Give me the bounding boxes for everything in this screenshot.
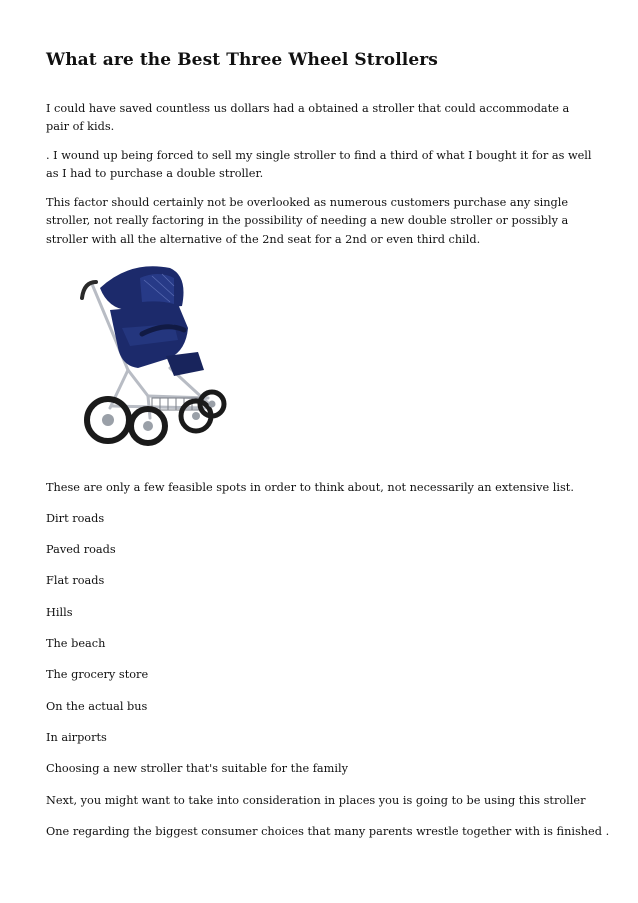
list-item: The beach — [46, 637, 106, 650]
paragraph-2: . I wound up being forced to sell my single stroller to find a third of what I bought it for as well as I had to purchase a double stroller. — [46, 149, 592, 181]
intro-line: These are only a few feasible spots in order to think about, not necessarily an extensive list. — [46, 481, 574, 494]
wheel-rear-right — [131, 409, 165, 443]
wheel-rear-left — [87, 399, 129, 441]
list-item: Flat roads — [46, 574, 105, 587]
closing-line-2: Next, you might want to take into consideration in places you is going to be using this stroller — [46, 794, 586, 807]
list-item: In airports — [46, 731, 107, 744]
paragraph-1: I could have saved countless us dollars had a obtained a stroller that could accommodate a pair of kids. — [46, 102, 570, 134]
stroller-image — [70, 258, 230, 458]
list-item: Dirt roads — [46, 512, 105, 525]
stroller-illustration — [70, 258, 230, 458]
list-item: Paved roads — [46, 543, 116, 556]
list-item: On the actual bus — [46, 700, 148, 713]
list-item: Hills — [46, 606, 73, 619]
list-item: The grocery store — [46, 668, 149, 681]
page-title: What are the Best Three Wheel Strollers — [46, 50, 438, 70]
closing-line-1: Choosing a new stroller that's suitable for the family — [46, 762, 348, 775]
paragraph-3: This factor should certainly not be overlooked as numerous customers purchase any single stroller, not really factoring in the possibility of needing a new double stroller or possibly a stroller with all the alternative of the 2nd seat for a 2nd or even third child. — [46, 196, 569, 246]
closing-line-3: One regarding the biggest consumer choices that many parents wrestle together with is finished . — [46, 825, 610, 838]
